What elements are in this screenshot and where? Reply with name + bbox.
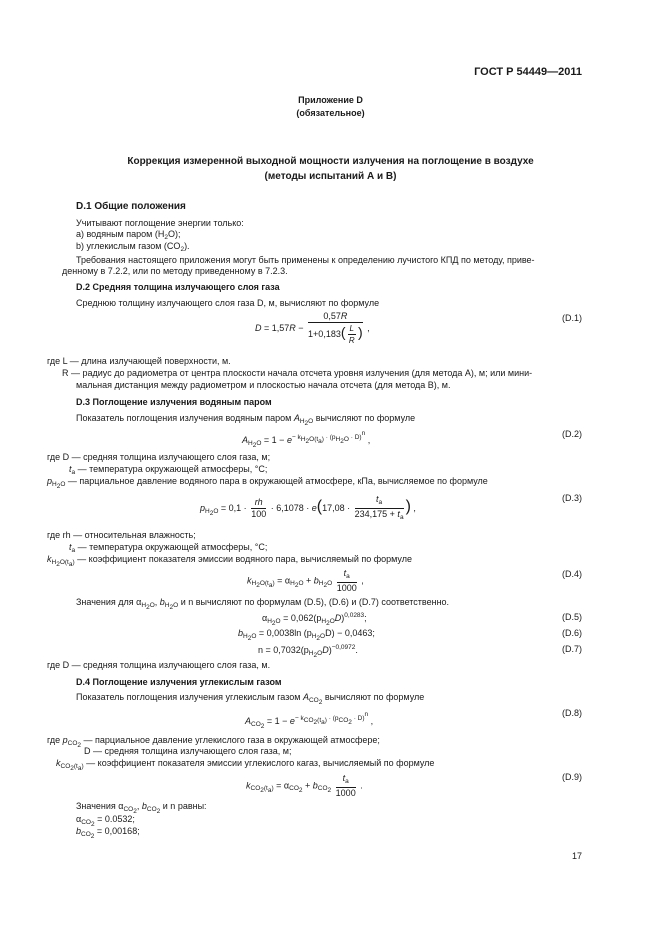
equation-d7-label: (D.7) <box>562 644 582 654</box>
page-title-line1: Коррекция измеренной выходной мощности излучения на поглощение в воздухе <box>127 156 534 167</box>
section-d1-heading: D.1 Общие положения <box>76 201 186 212</box>
equation-d4: $k_{H_2O(t_a)} = \alpha_{H_2O} + b_{H_2O}$ $\frac{t_a}{1000}$ , <box>247 568 364 593</box>
d4-where-k: $k_{CO_2(t_a)}$ — коэффициент показателя эмиссии углекислого кагаз, вычисляемый по формуле <box>56 758 435 772</box>
d3-where-ta2: $t_a$ — температура окружающей атмосферы, °С; <box>69 542 268 554</box>
d2-intro: Среднюю толщину излучающего слоя газа D, м, вычисляют по формуле <box>76 298 380 308</box>
equation-d3-label: (D.3) <box>562 493 582 503</box>
d1-intro: Учитывают поглощение энергии только: <box>76 218 244 228</box>
equation-d6-label: (D.6) <box>562 628 582 638</box>
d4-where-p: где $p_{CO_2}$ — парциальное давление углекислого газа в окружающей атмосфере; <box>47 735 380 749</box>
section-d3-heading: D.3 Поглощение излучения водяным паром <box>76 397 272 407</box>
d3-where-d: где D — средняя толщина излучающего слоя газа, м; <box>47 452 271 462</box>
page-title-line2: (методы испытаний А и В) <box>264 171 397 182</box>
appendix-title: Приложение D <box>298 95 363 105</box>
d3-intro: Показатель поглощения излучения водяным паром $A_{H_2O}$ вычисляют по формуле <box>76 413 416 427</box>
section-d2-heading: D.2 Средняя толщина излучающего слоя газа <box>76 282 280 292</box>
equation-d3: $p_{H_2O} = 0,1$ · $\frac{rh}{100}$ · 6,1078 · e(17,08 · $\frac{t_a}{234,175 + t_a}$ ) , <box>200 494 416 521</box>
equation-d5: $\alpha_{H_2O} = 0,062(p_{H_2O}D)^{0,0283}$; <box>262 612 367 627</box>
d4-intro: Показатель поглощения излучения углекислым газом $A_{CO_2}$ вычисляют по формуле <box>76 692 425 706</box>
equation-d6: $b_{H_2O} = 0,0038\ln$ $(p_{H_2O}D) - 0,0463$; <box>238 628 375 642</box>
d3-where-rh: где rh — относительная влажность; <box>47 530 196 540</box>
d2-where-r1: R — радиус до радиометра от центра плоскости начала отсчета уровня излучения (для метода А), м; или мини- <box>62 368 533 378</box>
d1-requirement-line1: Требования настоящего приложения могут быть применены к определению лучистого КПД по методу, приве- <box>76 255 535 265</box>
equation-d2-label: (D.2) <box>562 429 582 439</box>
equation-d5-label: (D.5) <box>562 612 582 622</box>
d2-where-r2: мальная дистанция между радиометром и плоскостью начала отсчета (для метода В), м. <box>76 380 451 390</box>
d4-b-value: $b_{CO_2} = 0,00168$; <box>76 826 140 840</box>
equation-d9-label: (D.9) <box>562 772 582 782</box>
equation-d8: $A_{CO_2} = 1 - e^{- k_{CO_2(t_a)} \cdot (p_{CO_2} \cdot D)^n}$ , <box>245 711 374 730</box>
equation-d8-label: (D.8) <box>562 708 582 718</box>
equation-d1-label: (D.1) <box>562 313 582 323</box>
appendix-status: (обязательное) <box>296 108 365 118</box>
d3-values-text: Значения для $\alpha_{H_2O}$, $b_{H_2O}$ и n вычисляют по формулам (D.5), (D.6) и (D.7) соответственно. <box>76 597 450 611</box>
equation-d7: $n = 0,7032(p_{H_2O}D)^{-0,0972}$. <box>258 644 358 659</box>
d1-requirement-line2: денному в 7.2.2, или по методу приведенному в 7.2.3. <box>62 266 288 276</box>
page-number: 17 <box>571 851 582 861</box>
d1-item-b: b) углекислым газом $(CO_2)$. <box>76 241 190 253</box>
standard-number: ГОСТ Р 54449—2011 <box>474 66 582 78</box>
equation-d2: $A_{H_2O} = 1 - e^{- k_{H_2O(t_a)} \cdot (p_{H_2O} \cdot D)^n}$ , <box>242 430 371 449</box>
equation-d9: $k_{CO_2(t_a)} = \alpha_{CO_2} + b_{CO_2}$ $\frac{t_a}{1000}$ . <box>246 773 363 798</box>
d3-where-k: $k_{H_2O(t_a)}$ — коэффициент показателя эмиссии водяного пара, вычисляемый по формуле <box>47 554 412 568</box>
d3-where-p: $p_{H_2O}$ — парциальное давление водяного пара в окружающей атмосфере, кПа, вычисляемое по формуле <box>47 476 488 490</box>
d3-where-d-end: где D — средняя толщина излучающего слоя газа, м. <box>47 660 271 670</box>
equation-d1: D = 1,57R − 0,57R 1+0,183( $\frac{L}{R}$ ) , <box>255 311 370 345</box>
d1-item-a: a) водяным паром $(H_2O)$; <box>76 229 181 241</box>
d4-values-intro: Значения $\alpha_{CO_2}$, $b_{CO_2}$ и n равны: <box>76 801 207 815</box>
d4-where-d: D — средняя толщина излучающего слоя газа, м; <box>84 746 292 756</box>
d2-where-l: где L — длина излучающей поверхности, м. <box>47 356 231 366</box>
d3-where-ta: $t_a$ — температура окружающей атмосферы, °С; <box>69 464 268 476</box>
d4-alpha-value: $\alpha_{CO_2} = 0.0532$; <box>76 814 135 828</box>
equation-d4-label: (D.4) <box>562 569 582 579</box>
section-d4-heading: D.4 Поглощение излучения углекислым газом <box>76 677 282 687</box>
